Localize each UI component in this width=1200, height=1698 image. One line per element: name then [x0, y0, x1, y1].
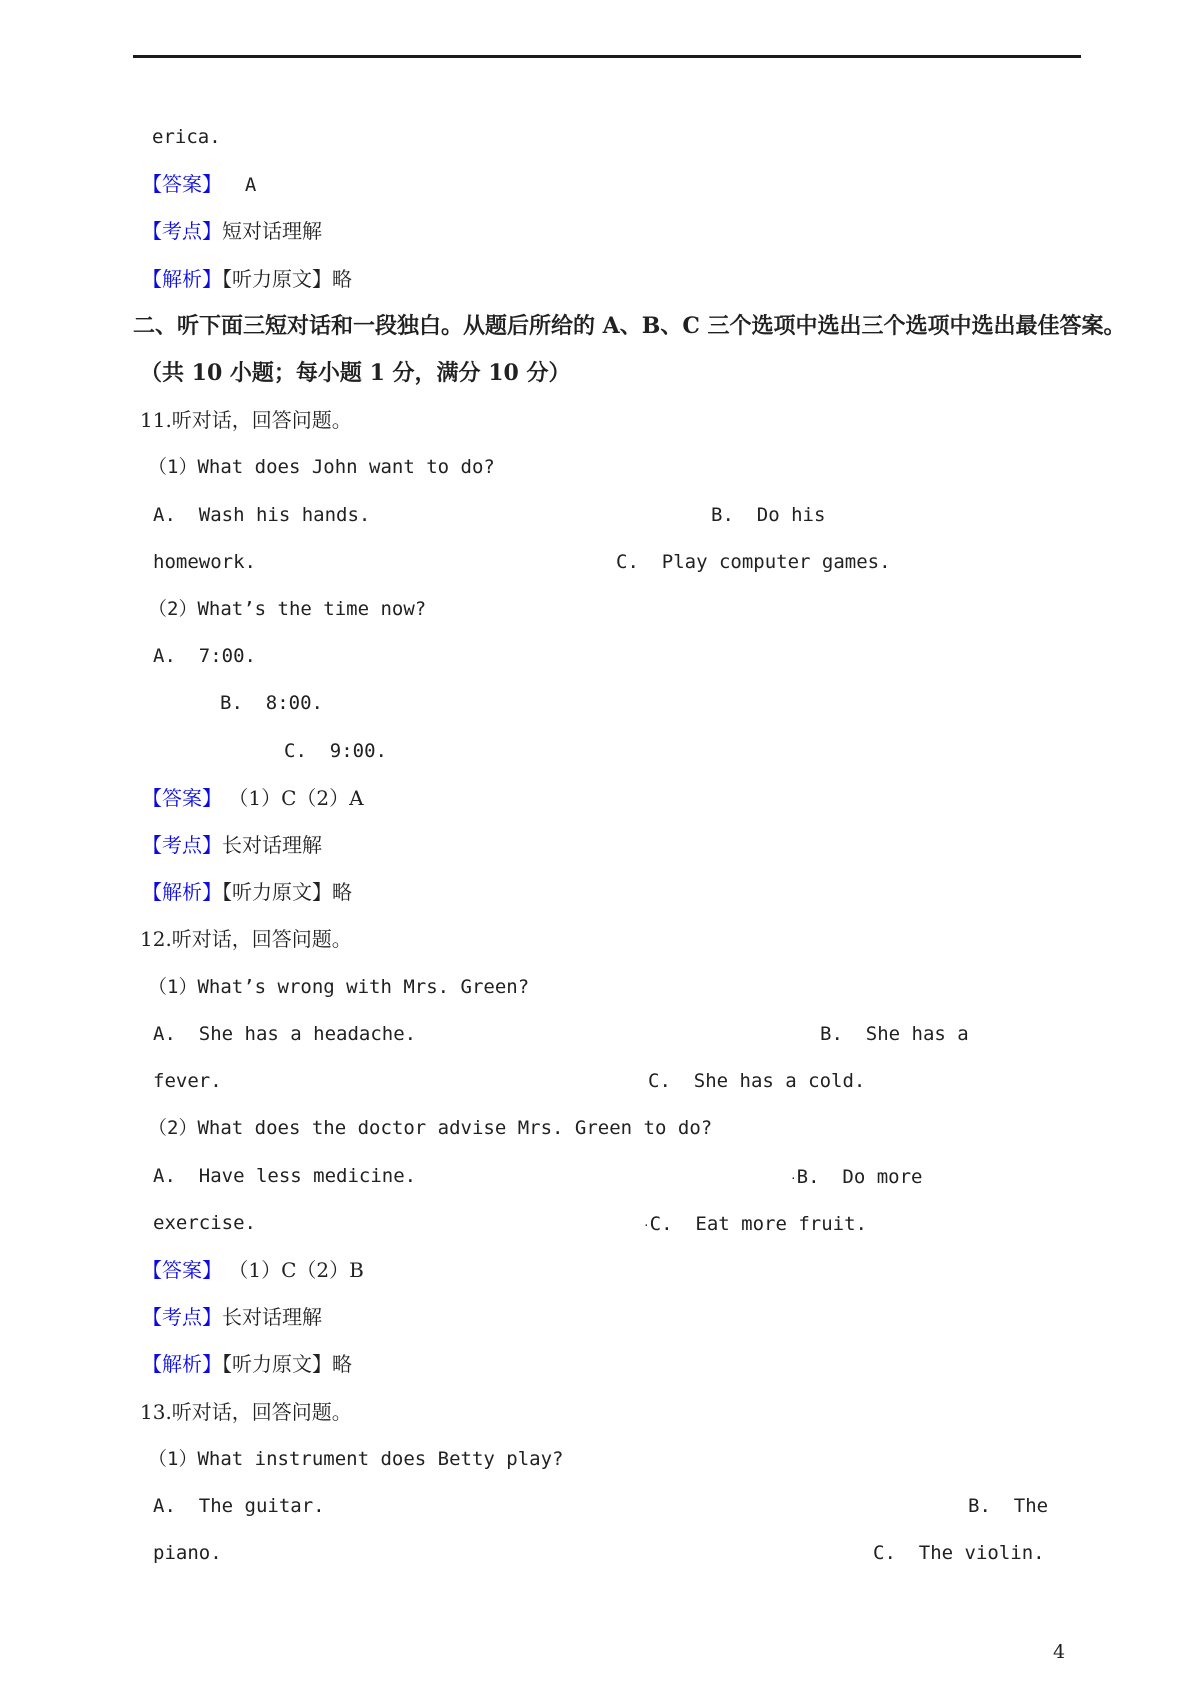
text-segment: B. Do more	[796, 1166, 923, 1188]
section-title: 二、听下面三短对话和一段独白。从题后所给的 A、B、C 三个选项中选出三个选项中选出最佳答案。	[133, 313, 1126, 339]
answer-value: （1）C（2）A	[222, 786, 364, 810]
answer-marker: 【答案】	[142, 172, 222, 196]
kaodian-value: 长对话理解	[222, 833, 322, 857]
text-segment: （2）What does the doctor advise Mrs. Green to do?	[148, 1117, 713, 1139]
q12-sub1	[148, 972, 529, 1004]
text-segment: 12.听对话，回答问题。	[140, 927, 352, 951]
jiexi-marker: 【解析】	[142, 1352, 222, 1376]
section-score: （共 10 小题；每小题 1 分，满分 10 分）	[140, 360, 571, 386]
q13-sub1-option-b-cont	[153, 1538, 222, 1570]
text-segment: A. Have less medicine.	[153, 1165, 417, 1187]
q13-sub1-option-a	[153, 1491, 325, 1523]
q12-sub1-option-b	[820, 1019, 969, 1051]
kaodian-row-q11	[142, 830, 322, 863]
q12-sub1-option-c	[648, 1066, 865, 1098]
text-segment: 13.听对话，回答问题。	[140, 1400, 352, 1424]
answer-value: A	[222, 174, 257, 196]
kaodian-row-q12	[142, 1302, 322, 1335]
q13-sub1-option-b	[968, 1491, 1048, 1523]
text-erica	[152, 122, 221, 154]
header-rule	[133, 55, 1081, 58]
q12-sub1-option-a	[153, 1019, 416, 1051]
stray-dot: .	[790, 1169, 797, 1182]
text-segment: A. 7:00.	[153, 645, 256, 667]
kaodian-row-q10	[142, 216, 322, 249]
text-segment: B. Do his	[711, 504, 826, 526]
text-segment: C. 9:00.	[284, 740, 387, 762]
text-segment: erica.	[152, 126, 221, 148]
text-segment: exercise.	[153, 1212, 256, 1234]
jiexi-row-q11	[142, 877, 352, 910]
q11-sub2-option-b	[220, 688, 323, 720]
text-segment: C. Play computer games.	[616, 551, 891, 573]
jiexi-row-q12	[142, 1349, 352, 1382]
text-segment: A. The guitar.	[153, 1495, 325, 1517]
question-13-stem	[140, 1397, 352, 1430]
q11-sub1-option-b	[711, 500, 825, 532]
kaodian-value: 短对话理解	[222, 219, 322, 243]
jiexi-value: 【听力原文】略	[222, 880, 352, 904]
text-segment: A. Wash his hands.	[153, 504, 371, 526]
q12-sub2-option-a	[153, 1161, 416, 1193]
text-segment: C. She has a cold.	[648, 1070, 866, 1092]
kaodian-marker: 【考点】	[142, 833, 222, 857]
q12-sub1-option-b-cont	[153, 1066, 222, 1098]
jiexi-value: 【听力原文】略	[222, 1352, 352, 1376]
q11-sub1-option-c	[616, 547, 891, 579]
answer-marker: 【答案】	[142, 1258, 222, 1282]
text-segment: B. She has a	[820, 1023, 969, 1045]
text-segment: homework.	[153, 551, 256, 573]
text-segment: fever.	[153, 1070, 222, 1092]
kaodian-value: 长对话理解	[222, 1305, 322, 1329]
text-segment: B. 8:00.	[220, 692, 323, 714]
answer-value: （1）C（2）B	[222, 1258, 364, 1282]
text-segment: piano.	[153, 1542, 222, 1564]
q11-sub2-option-c	[284, 736, 387, 768]
q13-sub1-option-c	[873, 1538, 1045, 1570]
answer-row-q11	[142, 783, 364, 816]
jiexi-marker: 【解析】	[142, 880, 222, 904]
text-segment: （2）What’s the time now?	[148, 598, 427, 620]
text-segment: （1）What’s wrong with Mrs. Green?	[148, 976, 530, 998]
text-segment: A. She has a headache.	[153, 1023, 417, 1045]
q12-sub2-option-b	[790, 1161, 922, 1194]
answer-marker: 【答案】	[142, 786, 222, 810]
question-12-stem	[140, 924, 352, 957]
text-segment: C. The violin.	[873, 1542, 1045, 1564]
kaodian-marker: 【考点】	[142, 219, 222, 243]
q11-sub1-option-a	[153, 500, 370, 532]
q13-sub1	[148, 1444, 564, 1476]
page-number: 4	[1053, 1641, 1066, 1663]
q12-sub2-option-b-cont	[153, 1208, 256, 1240]
jiexi-marker: 【解析】	[142, 267, 222, 291]
q12-sub2	[148, 1113, 712, 1145]
question-11-stem	[140, 405, 352, 438]
q12-sub2-option-c	[643, 1208, 867, 1241]
text-segment: B. The	[968, 1495, 1049, 1517]
text-segment: C. Eat more fruit.	[649, 1213, 867, 1235]
q11-sub2-option-a	[153, 641, 256, 673]
section-heading	[133, 311, 1126, 344]
section-heading-score	[140, 358, 571, 391]
jiexi-row-q10	[142, 264, 352, 297]
jiexi-value: 【听力原文】略	[222, 267, 352, 291]
answer-row-q10	[142, 169, 256, 202]
text-segment: 11.听对话，回答问题。	[140, 408, 352, 432]
answer-row-q12	[142, 1255, 364, 1288]
text-segment: （1）What instrument does Betty play?	[148, 1448, 564, 1470]
q11-sub1-option-b-cont	[153, 547, 256, 579]
kaodian-marker: 【考点】	[142, 1305, 222, 1329]
q11-sub1	[148, 452, 495, 484]
text-segment: （1）What does John want to do?	[148, 456, 495, 478]
stray-dot: .	[643, 1216, 650, 1229]
q11-sub2	[148, 594, 426, 626]
